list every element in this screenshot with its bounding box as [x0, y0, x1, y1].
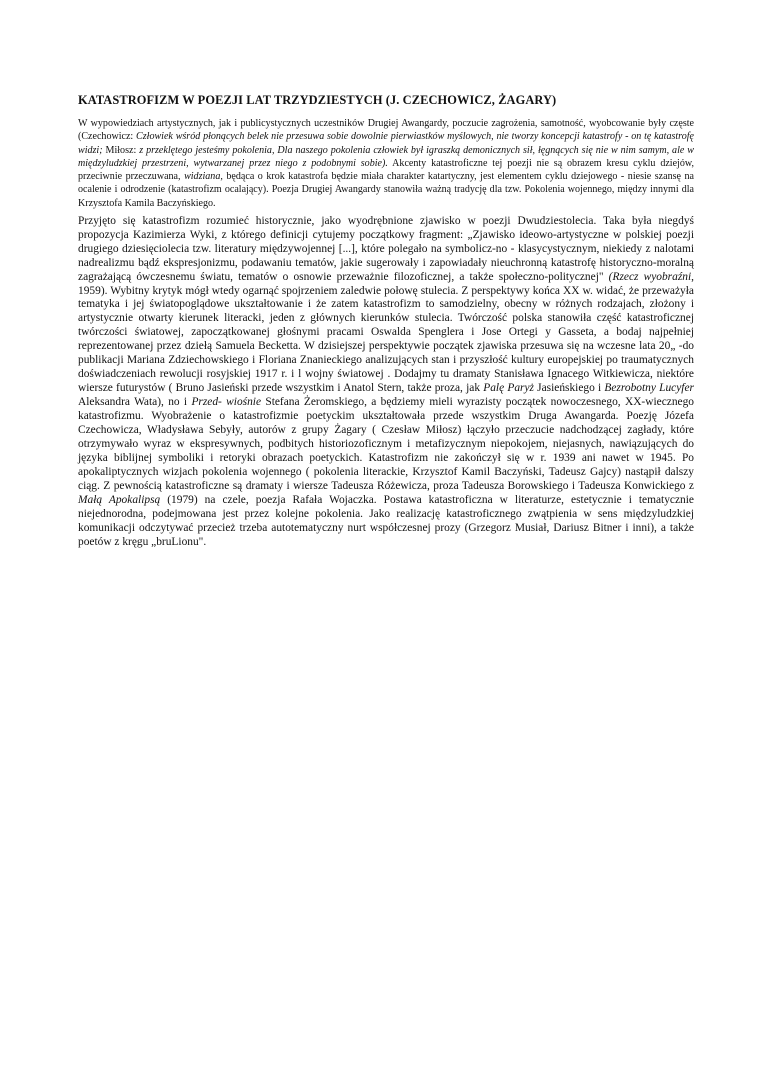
- lead-text-4: będąca o krok katastrofa będzie miała charakter katartyczny, jest elementem cyklu dziejowego - niesie szansę na ocalenie i odrodzenie (katastrofizm ocalający). Poezja Drugiej Awangardy stanowiła ważną tradycję dla tzw. Pokolenia wojennego, między innymi dla Krzysztofa Kamila Baczyńskiego.: [78, 171, 694, 209]
- document-page: [78, 93, 694, 550]
- body-title-bezrobotny-lucyfer: Bezrobotny Lucyfer: [604, 382, 694, 395]
- body-title-mala-apokalipsa: Małą Apokalipsą: [78, 493, 161, 506]
- lead-text-1: W wypowiedziach artystycznych, jak i publicystycznych uczestników Drugiej Awangardy, poczucie zagrożenia, samotność, wyobcowanie były częste (Czechowicz:: [78, 118, 694, 143]
- body-text-5: Stefana Żeromskiego, a będziemy mieli wyrazisty początek nowoczesnego, XX-wiecznego katastrofizmu. Wyobrażenie o katastrofizmie poetyckim ukształtowała przede wszystkim Druga Awangarda. Poezję Józefa Czechowicza, Władysława Sebyły, autorów z grupy Żagary ( Czesław Miłosz) łączyło przeczucie nadchodzącej zagłady, które otrzymywało wyraz w ekspresywnych, podbitych historiozoficznym i metafizycznym niepokojem, niejasnych, nawiązujących do języka biblijnej symboliki i retoryki obrazach poetyckich. Katastrofizm nie zakończył się w r. 1939 ani nawet w 1945. Po apokaliptycznych wizjach pokolenia wojennego ( pokolenia literackie, Krzysztof Kamil Baczyński, Tadeusz Gajcy) nastąpił dalszy ciąg. Z pewnością katastroficzne są dramaty i wiersze Tadeusza Różewicza, proza Tadeusza Borowskiego i Tadeusza Konwickiego z: [78, 396, 694, 492]
- lead-emphasis-widziana: widziana,: [184, 171, 223, 182]
- lead-paragraph: [78, 117, 694, 210]
- lead-quote-czechowicz: Człowiek wśród płonących belek nie przesuwa sobie dowolnie pierwiastków myślowych, nie tworzy koncepcji katastrofy - on tę katastrofę widzi;: [78, 131, 694, 156]
- lead-text-3: Akcenty katastroficzne tej poezji nie są obrazem kresu cyklu dziejów, przeciwnie przeczuwana,: [78, 157, 694, 182]
- body-text-2: , 1959). Wybitny krytyk mógł wtedy ogarnąć spojrzeniem zaledwie połowę stulecia. Z perspektywy końca XX w. widać, że przeważyła tematyka i jej światopoglądowe ukształtowanie i że zatem katastrofizm to samodzielny, obecny w różnych rodzajach, złożony i artystycznie otwarty kierunek literacki, jeden z głównych kierunków stulecia. Twórczość polska stanowiła część katastroficznej twórczości światowej, zapoczątkowanej głośnymi pracami Oswalda Spenglera i Jose Ortegi y Gasseta, a bodaj najpełniej reprezentowanej przez dziełą Samuela Becketta. W dzisiejszej perspektywie początek zjawiska przesuwa się na wczesne lata 20„ -do publikacji Mariana Zdziechowskiego i Floriana Znanieckiego analizujących stan i przyszłość kultury europejskiej po traumatycznych doświadczeniach rewolucji rosyjskiej 1917 r. i l wojny światowej . Dodajmy tu dramaty Stanisława Ignacego Witkiewicza, niektóre wiersze futurystów ( Bruno Jasieński przede wszystkim i Anatol Stern, także proza, jak: [78, 270, 694, 395]
- lead-text-2: Miłosz:: [102, 144, 140, 156]
- body-title-przedwiosnie: Przed- wiośnie: [191, 396, 262, 409]
- body-text-4: Aleksandra Wata), no i: [78, 396, 192, 409]
- body-text-3: Jasieńskiego i: [533, 382, 605, 395]
- body-title-pale-paryz: Palę Paryż: [483, 382, 534, 395]
- body-text-1: Przyjęto się katastrofizm rozumieć historycznie, jako wyodrębnione zjawisko w poezji Dwudziestolecia. Taka była niegdyś propozycja Kazimierza Wyki, z którego definicji cytujemy początkowy fragment: „Zjawisko ideowo-artystyczne w polskiej poezji drugiego dziesięciolecia tzw. literatury międzywojennej [...], które polegało na symbolicz-no - klasycystycznym, niekiedy z nalotami nadrealizmu bądź ekspresjonizmu, podawaniu tematów, jakie sugerowały i zapowiadały nieuchronną katastrofę historyczno-moralną zagrażającą ówczesnemu światu, tematów o osnowie przeważnie filozoficznej, a także społeczno-politycznej": [78, 214, 694, 283]
- body-text-6: (1979) na czele, poezja Rafała Wojaczka. Postawa katastroficzna w literaturze, estetycznie i tematycznie niejednorodna, podejmowana jest przez kolejne pokolenia. Jako realizację katastroficznego zwątpienia w sens międzyludzkiej komunikacji odczytywać przecież trzeba autotematyczny nurt współczesnej prozy (Grzegorz Musiał, Dariusz Bitner i inni), a także poetów z kręgu „bruLionu".: [78, 493, 694, 548]
- body-title-rzecz-wyobrazni: (Rzecz wyobraźni: [608, 270, 692, 283]
- lead-quote-milosz: z przeklętego jesteśmy pokolenia, Dla naszego pokolenia człowiek był igraszką demonicznych sił, łęgnących się nie w nim samym, ale w międzyludzkiej przestrzeni, wytwarzanej przez niego z podobnymi sobie).: [78, 144, 694, 169]
- body-paragraph: [78, 215, 694, 550]
- document-title: KATASTROFIZM W POEZJI LAT TRZYDZIESTYCH (J. CZECHOWICZ, ŻAGARY): [78, 93, 557, 107]
